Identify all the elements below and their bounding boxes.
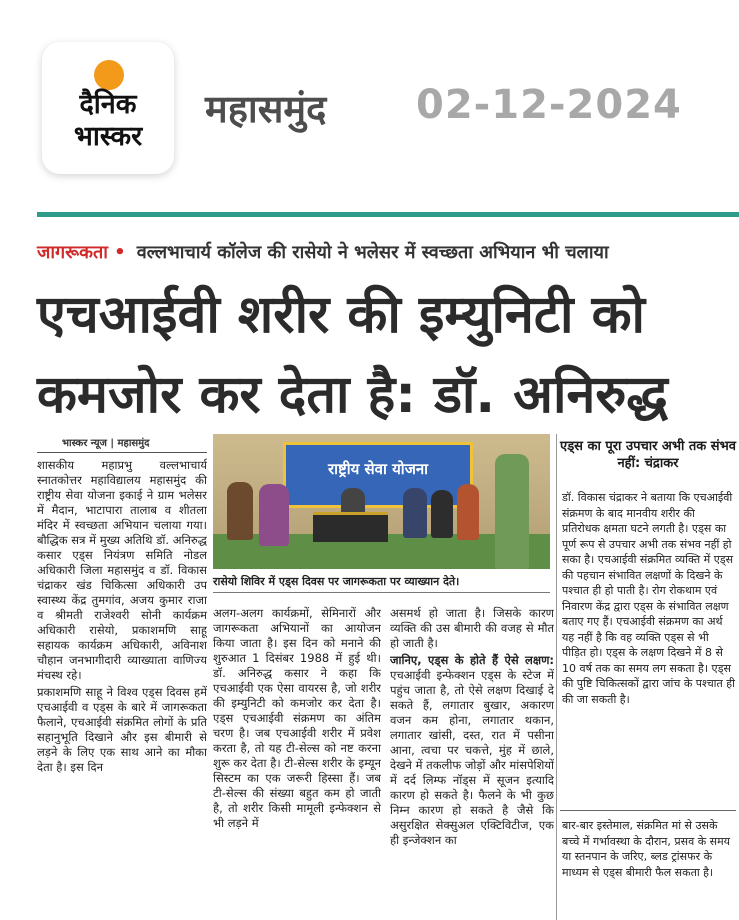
photo-caption-divider bbox=[213, 592, 550, 593]
sidebar-body: डॉ. विकास चंद्राकर ने बताया कि एचआईवी संक्रमण के बाद मानवीय शरीर की प्रतिरोधक क्षमता घटने लगती है। एड्स का पूर्ण रूप से उपचार अभी तक संभव नहीं हो सका है। एचआईवी संक्रमित व्यक्ति में एड्स की पहचान संभावित लक्षणों के दिखने के पश्चात ही हो पाती है। रोग रोकथाम एवं निवारण केंद्र द्वारा एड्स के संभावित लक्षण बताए गए हैं। एचआईवी संक्रमण का अर्थ यह नहीं है कि वह व्यक्ति एड्स से भी पीड़ित हो। एड्स के लक्षण दिखने में 8 से 10 वर्ष तक का समय लग सकता है। एड्स की पुष्टि चिकित्सकों द्वारा जांच के पश्चात ही की जा सकती है। bbox=[562, 491, 735, 706]
photo-person bbox=[403, 488, 427, 538]
kicker bbox=[37, 240, 609, 270]
sidebar-rule bbox=[560, 810, 736, 811]
sun-icon bbox=[94, 60, 124, 90]
photo-person bbox=[457, 484, 479, 540]
article-column-3 bbox=[390, 606, 554, 920]
column-2-paragraph: अलग-अलग कार्यक्रमों, सेमिनारों और जागरूकता अभियानों का आयोजन किया जाता है। इस दिन को मनाने की शुरुआत 1 दिसंबर 1988 में हुई थी। डॉ. अनिरुद्ध कसार ने कहा कि एचआईवी एक ऐसा वायरस है, जो शरीर की इम्युनिटी को कमजोर कर देता है। एड्स एचआईवी संक्रमण का अंतिम चरण है। जब एचआईवी शरीर में प्रवेश करता है, तो यह टी-सेल्स को नष्ट करना शुरू कर देता है। टी-सेल्स शरीर के इम्यून सिस्टम का एक जरूरी हिस्सा हैं। जब टी-सेल्स की संख्या बहुत कम हो जाती है, तो शरीर किसी मामूली इन्फेक्शन से भी लड़ने में bbox=[213, 606, 381, 830]
event-photo bbox=[213, 434, 550, 569]
edition-date: 02-12-2024 bbox=[416, 82, 682, 128]
headline-line-1: एचआईवी शरीर की इम्युनिटी को bbox=[37, 285, 646, 345]
photo-banner-text: राष्ट्रीय सेवा योजना bbox=[327, 460, 429, 478]
photo-person bbox=[259, 484, 289, 546]
byline-divider bbox=[37, 452, 207, 453]
headline-line-2: कमजोर कर देता है: डॉ. अनिरुद्ध bbox=[37, 365, 668, 425]
column-3-paragraph-2 bbox=[390, 653, 554, 848]
kicker-tag: जागरूकता • bbox=[37, 242, 126, 263]
photo-caption: रासेयो शिविर में एड्स दिवस पर जागरूकता पर व्याख्यान देते। bbox=[213, 575, 460, 588]
column-1-paragraph-1: शासकीय महाप्रभु वल्लभाचार्य स्नातकोत्तर महाविद्यालय महासमुंद की राष्ट्रीय सेवा योजना इकाई ने ग्राम भलेसर में मैदान, भाटापारा तालाब व शीतला मंदिर में स्वच्छता अभियान चलाया गया। बौद्धिक सत्र में मुख्य अतिथि डॉ. अनिरुद्ध कसार एड्स नियंत्रण समिति नोडल अधिकारी जिला महासमुंद व डॉ. विकास चंद्राकर खंड चिकित्सा अधिकारी उप स्वास्थ्य केंद्र तुमगांव, अजय कुमार राजा व श्रीमती राजेश्वरी सोनी कार्यक्रम अधिकारी रासेयो, प्रकाशमणि साहू सहायक कार्यक्रम अधिकारी, अविनाश चौहान जनभागीदारी व्याख्याता वाणिज्य मंचस्थ रहे। bbox=[37, 458, 207, 682]
photo-person bbox=[227, 482, 253, 540]
article-column-1 bbox=[37, 458, 207, 918]
symptoms-text: एचआईवी इन्फेक्शन एड्स के स्टेज में पहुंच जाता है, तो ऐसे लक्षण दिखाई दे सकते हैं, लगातार बुखार, अकारण वजन कम होना, लगातार थकान, लगातार खांसी, दस्त, रात में पसीना आना, त्वचा पर चकत्ते, मुंह में छाले, देखने में तकलीफ जोड़ों और मांसपेशियों में दर्द लिम्फ नॉड्स में सूजन इत्यादि कारण हो सकते है। फैलने के भी कुछ निम्न कारण हो सकते है जैसे कि असुरक्षित सेक्सुअल एक्टिविटीज, एक ही इन्जेक्शन का bbox=[390, 668, 554, 847]
byline: भास्कर न्यूज | महासमुंद bbox=[62, 438, 150, 449]
header-divider bbox=[37, 212, 739, 217]
kicker-text: वल्लभाचार्य कॉलेज की रासेयो ने भलेसर में स्वच्छता अभियान भी चलाया bbox=[136, 242, 609, 263]
sidebar-divider bbox=[556, 434, 557, 920]
edition-name: महासमुंद bbox=[205, 87, 327, 131]
logo-line-2: भास्कर bbox=[73, 121, 143, 152]
logo-line-1: दैनिक bbox=[79, 89, 137, 120]
sidebar-body-continued: बार-बार इस्तेमाल, संक्रमित मां से उसके बच्चे में गर्भावस्था के दौरान, प्रसव के समय या स्तनपान के जरिए, ब्लड ट्रांसफर के माध्यम से एड्स बीमारी फैल सकता है। bbox=[562, 819, 731, 879]
photo-person bbox=[431, 490, 453, 538]
sidebar-title: एड्स का पूरा उपचार अभी तक संभव नहीं: चंद्राकर bbox=[560, 439, 736, 471]
column-1-paragraph-2: प्रकाशमणि साहू ने विश्व एड्स दिवस हमें एचआईवी व एड्स के बारे में जागरूकता फैलाने, एचआईवी संक्रमित लोगों के प्रति सहानुभूति दिखाने और इस बीमारी से लड़ने के लिए एक साथ आने का मौका देता है। इस दिन bbox=[37, 685, 207, 774]
photo-person bbox=[495, 454, 529, 569]
masthead bbox=[0, 0, 739, 215]
dainik-bhaskar-logo bbox=[42, 42, 174, 174]
symptoms-subhead: जानिए, एड्स के होते हैं ऐसे लक्षण: bbox=[390, 653, 554, 667]
article-column-2 bbox=[213, 606, 381, 920]
photo-table bbox=[313, 512, 388, 542]
column-3-paragraph-1: असमर्थ हो जाता है। जिसके कारण व्यक्ति की उस बीमारी की वजह से मौत हो जाती है। bbox=[390, 606, 554, 650]
